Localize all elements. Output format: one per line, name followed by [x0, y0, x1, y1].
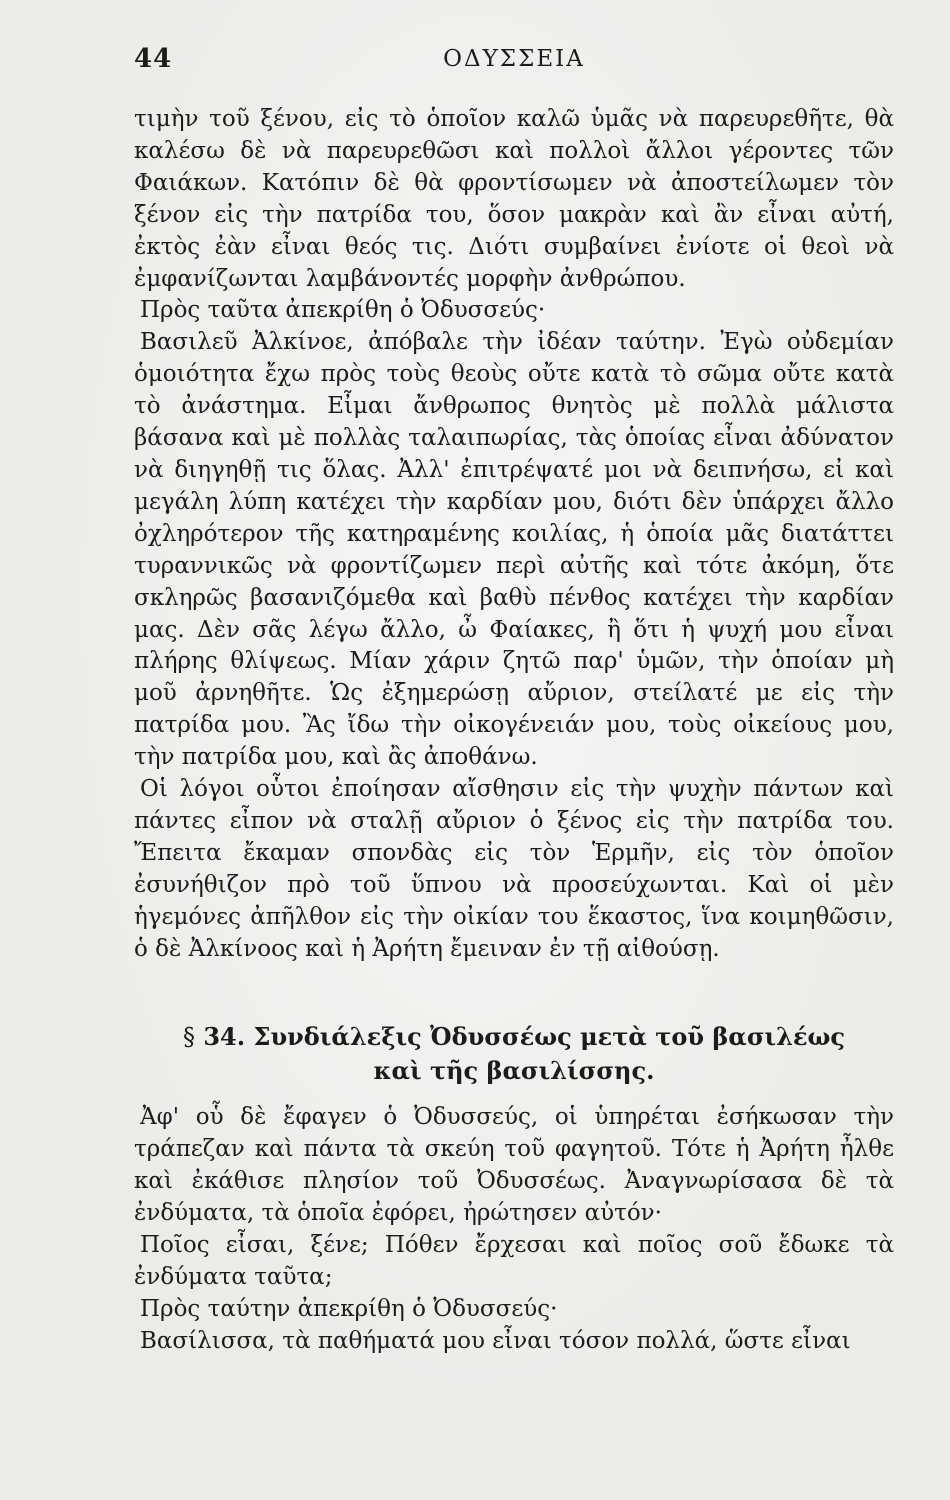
body-text [134, 104, 894, 1358]
paragraph-continuation: τιμὴν τοῦ ξένου, εἰς τὸ ὁποῖον καλῶ ὑμᾶς νὰ παρευρεθῆτε, θὰ καλέσω δὲ νὰ παρευρεθῶσι καὶ πολλοὶ ἄλλοι γέροντες τῶν Φαιάκων. Κατόπιν δὲ θὰ φροντίσωμεν νὰ ἀποστείλωμεν τὸν ξένον εἰς τὴν πατρίδα του, ὅσον μακρὰν καὶ ἂν εἶναι αὐτή, ἐκτὸς ἐὰν εἶναι θεός τις. Διότι συμβαίνει ἐνίοτε οἱ θεοὶ νὰ ἐμφανίζωνται λαμβάνοντές μορφὴν ἀνθρώπου. [134, 106, 894, 292]
paragraph-odysseus-answer: Βασίλισσα, τὰ παθήματά μου εἶναι τόσον πολλά, ὥστε εἶναι [140, 1327, 851, 1354]
paragraph-arete-question: Ποῖος εἶσαι, ξένε; Πόθεν ἔρχεσαι καὶ ποῖος σοῦ ἔδωκε τὰ ἐνδύματα ταῦτα; [134, 1232, 894, 1290]
section-title-line1: Συνδιάλεξις Ὀδυσσέως μετὰ τοῦ βασιλέως [253, 1022, 846, 1052]
running-title: ΟΔΥΣΣΕΙΑ [443, 46, 585, 72]
page-header [134, 44, 894, 84]
paragraph-after-dinner: Ἀφ' οὗ δὲ ἔφαγεν ὁ Ὀδυσσεύς, οἱ ὑπηρέται ἐσήκωσαν τὴν τράπεζαν καὶ πάντα τὰ σκεύη τοῦ φαγητοῦ. Τότε ἡ Ἀρήτη ἦλθε καὶ ἐκάθισε πλησίον τοῦ Ὀδυσσέως. Ἀναγνωρίσασα δὲ τὰ ἐνδύματα, τὰ ὁποῖα ἐφόρει, ἠρώτησεν αὐτόν· [134, 1104, 894, 1227]
paragraph-narration: Οἱ λόγοι οὗτοι ἐποίησαν αἴσθησιν εἰς τὴν ψυχὴν πάντων καὶ πάντες εἶπον νὰ σταλῇ αὔριον ὁ ξένος εἰς τὴν πατρίδα του. Ἔπειτα ἔκαμαν σπονδὰς εἰς τὸν Ἑρμῆν, εἰς τὸν ὁποῖον ἐσυνήθιζον πρὸ τοῦ ὕπνου νὰ προσεύχωνται. Καὶ οἱ μὲν ἡγεμόνες ἀπῆλθον εἰς τὴν οἰκίαν του ἕκαστος, ἵνα κοιμηθῶσιν, ὁ δὲ Ἀλκίνοος καὶ ἡ Ἀρήτη ἔμειναν ἐν τῇ αἰθούσῃ. [134, 776, 894, 962]
paragraph-reply-intro: Πρὸς ταῦτα ἀπεκρίθη ὁ Ὀδυσσεύς· [140, 297, 546, 324]
section-heading [134, 965, 894, 1102]
section-mark: § [182, 1023, 195, 1052]
page-number: 44 [134, 44, 173, 74]
section-title-line2: καὶ τῆς βασιλίσσης. [373, 1056, 655, 1086]
section-number: 34. [203, 1022, 246, 1052]
paragraph-reply-intro-2: Πρὸς ταύτην ἀπεκρίθη ὁ Ὀδυσσεύς· [140, 1295, 558, 1322]
paragraph-odysseus-speech: Βασιλεῦ Ἀλκίνοε, ἀπόβαλε τὴν ἰδέαν ταύτην. Ἐγὼ οὐδεμίαν ὁμοιότητα ἔχω πρὸς τοὺς θεοὺς οὔτε κατὰ τὸ σῶμα οὔτε κατὰ τὸ ἀνάστημα. Εἶμαι ἄνθρωπος θνητὸς μὲ πολλὰ μάλιστα βάσανα καὶ μὲ πολλὰς ταλαιπωρίας, τὰς ὁποίας εἶναι ἀδύνατον νὰ διηγηθῇ τις ὅλας. Ἀλλ' ἐπιτρέψατέ μοι νὰ δειπνήσω, εἰ καὶ μεγάλη λύπη κατέχει τὴν καρδίαν μου, διότι δὲν ὑπάρχει ἄλλο ὀχληρότερον τῆς κατηραμένης κοιλίας, ἡ ὁποία μᾶς διατάττει τυραννικῶς νὰ φροντίζωμεν περὶ αὐτῆς καὶ τότε ἀκόμη, ὅτε σκληρῶς βασανιζόμεθα καὶ βαθὺ πένθος κατέχει τὴν καρδίαν μας. Δὲν σᾶς λέγω ἄλλο, ὦ Φαίακες, ἢ ὅτι ἡ ψυχή μου εἶναι πλήρης θλίψεως. Μίαν χάριν ζητῶ παρ' ὑμῶν, τὴν ὁποίαν μὴ μοῦ ἀρνηθῆτε. Ὡς ἐξημερώσῃ αὔριον, στείλατέ με εἰς τὴν πατρίδα μου. Ἂς ἴδω τὴν οἰκογένειάν μου, τοὺς οἰκείους μου, τὴν πατρίδα μου, καὶ ἂς ἀποθάνω. [134, 329, 894, 771]
